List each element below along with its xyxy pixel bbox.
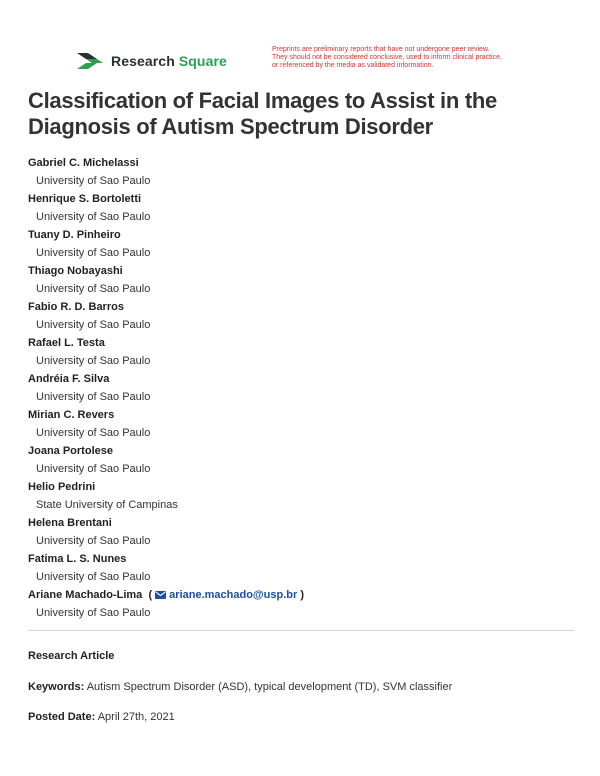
author-affiliation: University of Sao Paulo: [36, 355, 151, 367]
author-entry: [28, 550, 568, 586]
research-square-logo-icon: [75, 50, 105, 72]
author-name: Joana Portolese: [28, 445, 113, 457]
author-affiliation: University of Sao Paulo: [36, 391, 151, 403]
author-name: Mirian C. Revers: [28, 409, 115, 421]
keywords-label: Keywords:: [28, 681, 85, 693]
author-entry: [28, 370, 568, 406]
author-name: Thiago Nobayashi: [28, 265, 123, 277]
author-affiliation: State University of Campinas: [36, 499, 178, 511]
notice-line-1: Preprints are preliminary reports that have not undergone peer review.: [272, 46, 490, 53]
brand-name: [111, 53, 227, 69]
preprint-notice: [272, 46, 592, 70]
article-type: Research Article: [28, 650, 115, 662]
author-entry: [28, 262, 568, 298]
mail-icon: [155, 591, 166, 599]
author-affiliation: University of Sao Paulo: [36, 211, 151, 223]
author-email-link[interactable]: [155, 589, 297, 601]
author-entry: [28, 226, 568, 262]
brand-name-research: Research: [111, 53, 175, 69]
author-name: Gabriel C. Michelassi: [28, 157, 139, 169]
section-divider: [28, 630, 574, 631]
author-entry: [28, 154, 568, 190]
keywords-value: Autism Spectrum Disorder (ASD), typical development (TD), SVM classifier: [86, 681, 453, 693]
author-entry: [28, 190, 568, 226]
author-name: Ariane Machado-Lima: [28, 589, 143, 601]
paren-close: ): [300, 589, 305, 601]
corresponding-author-name: [28, 586, 568, 604]
author-affiliation: University of Sao Paulo: [36, 535, 151, 547]
paren-open: (: [148, 589, 153, 601]
author-affiliation: University of Sao Paulo: [36, 247, 151, 259]
author-entry: [28, 406, 568, 442]
corresponding-author-entry: [28, 586, 568, 622]
author-email: ariane.machado@usp.br: [169, 589, 298, 601]
posted-date: [28, 711, 175, 723]
author-affiliation: University of Sao Paulo: [36, 427, 151, 439]
author-entry: [28, 478, 568, 514]
author-name: Tuany D. Pinheiro: [28, 229, 121, 241]
posted-date-value: April 27th, 2021: [97, 711, 175, 723]
author-name: Henrique S. Bortoletti: [28, 193, 142, 205]
author-name: Helena Brentani: [28, 517, 112, 529]
posted-date-label: Posted Date:: [28, 711, 96, 723]
author-affiliation: University of Sao Paulo: [36, 571, 151, 583]
research-square-logo[interactable]: [75, 48, 227, 74]
author-entry: [28, 514, 568, 550]
paper-title: Classification of Facial Images to Assist in the Diagnosis of Autism Spectrum Disorder: [28, 88, 497, 139]
header: [75, 46, 585, 76]
notice-line-2: They should not be considered conclusive, used to inform clinical practice,: [272, 54, 502, 61]
author-name: Rafael L. Testa: [28, 337, 105, 349]
author-name: Fabio R. D. Barros: [28, 301, 124, 313]
keywords: [28, 681, 452, 693]
author-affiliation: University of Sao Paulo: [36, 175, 151, 187]
author-list: [28, 154, 568, 622]
notice-line-3: or referenced by the media as validated information.: [272, 62, 434, 69]
author-affiliation: University of Sao Paulo: [36, 607, 151, 619]
author-entry: [28, 442, 568, 478]
author-name: Andréia F. Silva: [28, 373, 110, 385]
author-entry: [28, 298, 568, 334]
brand-name-square: Square: [178, 53, 227, 69]
author-affiliation: University of Sao Paulo: [36, 463, 151, 475]
author-name: Helio Pedrini: [28, 481, 96, 493]
author-affiliation: University of Sao Paulo: [36, 283, 151, 295]
author-affiliation: University of Sao Paulo: [36, 319, 151, 331]
author-name: Fatima L. S. Nunes: [28, 553, 127, 565]
author-entry: [28, 334, 568, 370]
